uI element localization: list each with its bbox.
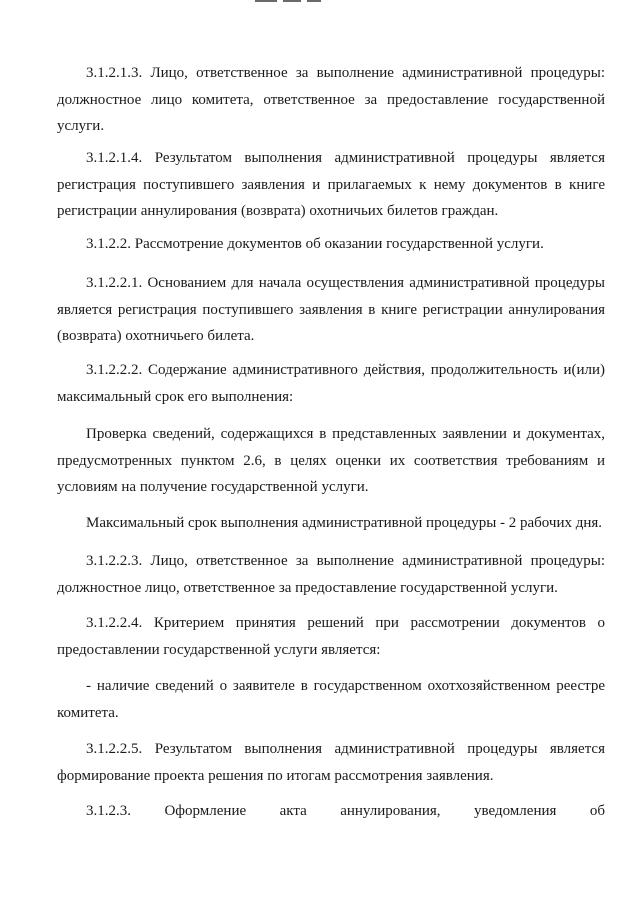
paragraph-3-1-2-2-4: 3.1.2.2.4. Критерием принятия решений при рассмотрении документов о предоставлении государственной услуги является: (57, 615, 605, 658)
paragraph-3-1-2-2-5: 3.1.2.2.5. Результатом выполнения административной процедуры является формирование проекта решения по итогам рассмотрения заявления. (57, 741, 605, 784)
paragraph-3-1-2-3: 3.1.2.3. Оформление акта аннулирования, уведомления об (86, 803, 605, 819)
paragraph-3-1-2-2-3: 3.1.2.2.3. Лицо, ответственное за выполнение административной процедуры: должностное лицо, ответственное за предоставление государственной услуги. (57, 553, 605, 596)
page-top-edge-mark (255, 0, 365, 4)
paragraph-criterion-item: - наличие сведений о заявителе в государственном охотхозяйственном реестре комитета. (57, 678, 605, 721)
paragraph-3-1-2-2-2: 3.1.2.2.2. Содержание административного действия, продолжительность и(или) максимальный срок его выполнения: (57, 362, 605, 405)
paragraph-3-1-2-2: 3.1.2.2. Рассмотрение документов об оказании государственной услуги. (86, 236, 544, 252)
paragraph-3-1-2-2-1: 3.1.2.2.1. Основанием для начала осуществления административной процедуры является регистрация поступившего заявления в книге регистрации аннулирования (возврата) охотничьего билета. (57, 275, 605, 344)
paragraph-max-term: Максимальный срок выполнения административной процедуры - 2 рабочих дня. (86, 515, 603, 531)
paragraph-3-1-2-1-3: 3.1.2.1.3. Лицо, ответственное за выполнение административной процедуры: должностное лицо комитета, ответственное за предоставление государственной услуги. (57, 65, 605, 134)
paragraph-check-details: Проверка сведений, содержащихся в представленных заявлении и документах, предусмотренных пунктом 2.6, в целях оценки их соответствия требованиям и условиям на получение государственной услуги. (57, 426, 605, 495)
paragraph-3-1-2-1-4: 3.1.2.1.4. Результатом выполнения административной процедуры является регистрация поступившего заявления и прилагаемых к нему документов в книге регистрации аннулирования (возврата) охотничьих билетов граждан. (57, 150, 605, 219)
